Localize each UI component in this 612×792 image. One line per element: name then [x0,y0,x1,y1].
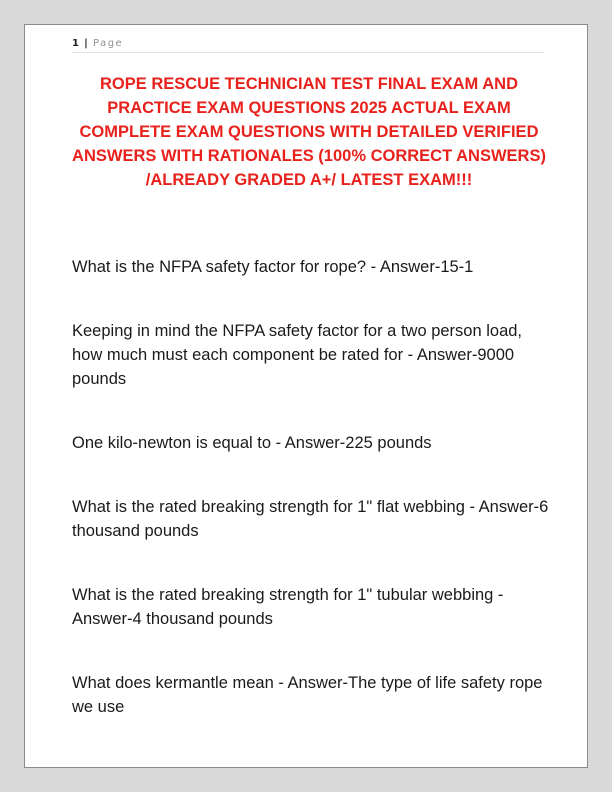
qa-item-5: What is the rated breaking strength for 1" tubular webbing - Answer-4 thousand pounds [72,586,504,628]
document-title: ROPE RESCUE TECHNICIAN TEST FINAL EXAM AND PRACTICE EXAM QUESTIONS 2025 ACTUAL EXAM COMPLETE EXAM QUESTIONS WITH DETAILED VERIFIED ANSWERS WITH RATIONALES (100% CORRECT ANSWERS) /ALREADY GRADED A+/ LATEST EXAM!!! [72,75,546,189]
page-number: 1 [72,38,79,49]
qa-item-2: Keeping in mind the NFPA safety factor for a two person load, how much must each component be rated for - Answer-9000 pounds [72,322,523,388]
qa-item-6: What does kermantle mean - Answer-The type of life safety rope we use [72,674,543,716]
qa-item-3: One kilo-newton is equal to - Answer-225 pounds [72,434,432,452]
document-page [24,24,588,768]
qa-item-1: What is the NFPA safety factor for rope? - Answer-15-1 [72,258,474,276]
page-label: Page [93,38,124,49]
page-header [72,38,544,53]
qa-item-4: What is the rated breaking strength for 1" flat webbing - Answer-6 thousand pounds [72,498,549,540]
page-header-separator: | [84,38,88,49]
